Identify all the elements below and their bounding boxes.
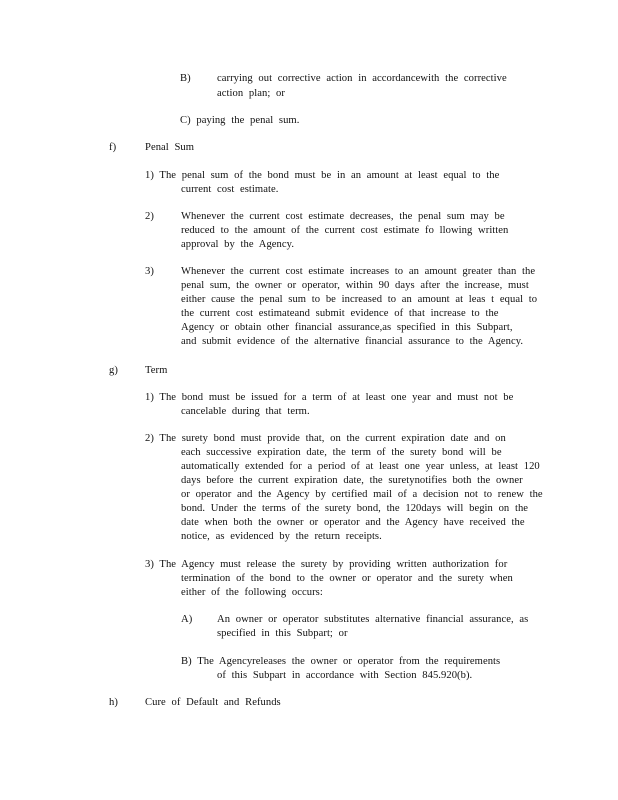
g3b-line-2: of this Subpart in accordance with Section 845.920(b). <box>217 670 473 681</box>
section-g-heading: Term <box>145 365 168 376</box>
section-g-marker: g) <box>109 365 118 376</box>
f1-line-2: current cost estimate. <box>181 184 279 195</box>
section-h-heading: Cure of Default and Refunds <box>145 697 281 708</box>
g3a-marker: A) <box>181 614 193 625</box>
g3-line-3: either of the following occurs: <box>181 587 323 598</box>
g2-line-1: 2) The surety bond must provide that, on the current expiration date and on <box>145 433 506 444</box>
item-b-line-2: action plan; or <box>217 88 285 99</box>
f3-line-2: penal sum, the owner or operator, within 90 days after the increase, must <box>181 280 529 291</box>
g3-line-2: termination of the bond to the owner or operator and the surety when <box>181 573 513 584</box>
f3-line-5: Agency or obtain other financial assurance,as specified in this Subpart, <box>181 322 513 333</box>
f3-marker: 3) <box>145 266 154 277</box>
item-c-text: C) paying the penal sum. <box>180 115 300 126</box>
section-h-marker: h) <box>109 697 118 708</box>
f3-line-4: the current cost estimateand submit evidence of that increase to the <box>181 308 499 319</box>
g3-line-1: 3) The Agency must release the surety by providing written authorization for <box>145 559 508 570</box>
item-b-marker: B) <box>180 73 191 84</box>
g2-line-4: days before the current expiration date, the suretynotifies both the owner <box>181 475 523 486</box>
section-f-marker: f) <box>109 142 117 153</box>
g3a-line-2: specified in this Subpart; or <box>217 628 348 639</box>
f3-line-6: and submit evidence of the alternative financial assurance to the Agency. <box>181 336 524 347</box>
g1-line-2: cancelable during that term. <box>181 406 310 417</box>
f2-line-2: reduced to the amount of the current cost estimate fo llowing written <box>181 225 509 236</box>
g2-line-5: or operator and the Agency by certified mail of a decision not to renew the <box>181 489 543 500</box>
f2-line-3: approval by the Agency. <box>181 239 295 250</box>
f3-line-1: Whenever the current cost estimate increases to an amount greater than the <box>181 266 536 277</box>
f3-line-3: either cause the penal sum to be increased to an amount at leas t equal to <box>181 294 538 305</box>
g2-line-3: automatically extended for a period of at least one year unless, at least 120 <box>181 461 540 472</box>
g3a-line-1: An owner or operator substitutes alternative financial assurance, as <box>217 614 529 625</box>
g1-line-1: 1) The bond must be issued for a term of at least one year and must not be <box>145 392 514 403</box>
f2-marker: 2) <box>145 211 154 222</box>
f1-line-1: 1) The penal sum of the bond must be in an amount at least equal to the <box>145 170 500 181</box>
g3b-line-1: B) The Agencyreleases the owner or operator from the requirements <box>181 656 501 667</box>
g2-line-7: date when both the owner or operator and the Agency have received the <box>181 517 525 528</box>
g2-line-8: notice, as evidenced by the return receipts. <box>181 531 382 542</box>
section-f-heading: Penal Sum <box>145 142 195 153</box>
g2-line-2: each successive expiration date, the term of the surety bond will be <box>181 447 502 458</box>
f2-line-1: Whenever the current cost estimate decreases, the penal sum may be <box>181 211 505 222</box>
g2-line-6: bond. Under the terms of the surety bond, the 120days will begin on the <box>181 503 529 514</box>
item-b-line-1: carrying out corrective action in accordancewith the corrective <box>217 73 507 84</box>
